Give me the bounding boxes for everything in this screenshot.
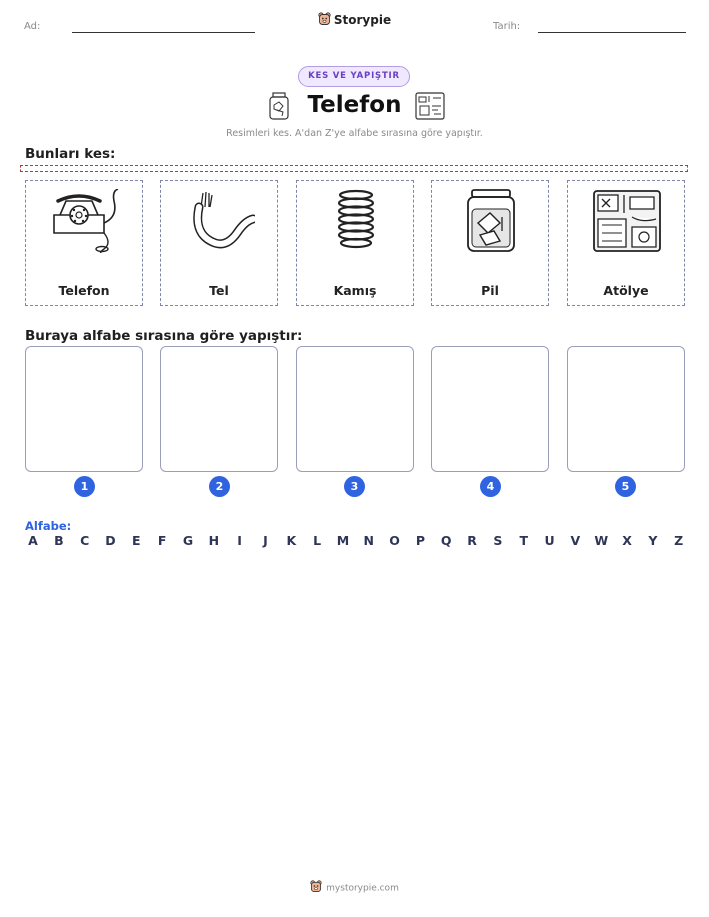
slot-number-badge: 2 xyxy=(209,476,230,497)
cut-line xyxy=(20,165,688,172)
slot-number-badge: 5 xyxy=(615,476,636,497)
alphabet-letter: C xyxy=(80,533,90,548)
instructions-text: Resimleri kes. A'dan Z'ye alfabe sırasına göre yapıştır. xyxy=(226,128,483,139)
alphabet-letter: B xyxy=(54,533,64,548)
alphabet-letter: N xyxy=(363,533,374,548)
alphabet-letter: H xyxy=(208,533,220,548)
alphabet-letter: T xyxy=(519,533,528,548)
cut-card-label: Tel xyxy=(209,283,229,298)
date-label: Tarih: xyxy=(493,21,521,32)
slot-number-badge: 3 xyxy=(344,476,365,497)
cut-section-heading: Bunları kes: xyxy=(25,146,116,162)
cut-card-tel[interactable] xyxy=(160,180,278,306)
alphabet-letter: V xyxy=(570,533,581,548)
alphabet-title: Alfabe: xyxy=(25,519,72,533)
cut-card-telefon[interactable] xyxy=(25,180,143,306)
alphabet-letter: S xyxy=(493,533,503,548)
cut-card-atolye[interactable] xyxy=(567,180,685,306)
brand-logo xyxy=(0,12,709,29)
alphabet-letter: Q xyxy=(440,533,452,548)
paste-slot-4[interactable] xyxy=(431,346,549,472)
alphabet-letter: G xyxy=(182,533,194,548)
paste-slot-3[interactable] xyxy=(296,346,414,472)
cut-card-label: Pil xyxy=(481,283,499,298)
slot-number-badge: 1 xyxy=(74,476,95,497)
alphabet-letter: A xyxy=(28,533,38,548)
alphabet-letter: U xyxy=(544,533,555,548)
bear-logo-icon xyxy=(318,12,331,29)
alphabet-letter: P xyxy=(415,533,425,548)
spring-icon xyxy=(321,189,391,253)
alphabet-letter: L xyxy=(313,533,322,548)
alphabet-letter: X xyxy=(622,533,632,548)
cut-card-label: Atölye xyxy=(603,283,649,298)
bear-logo-icon xyxy=(310,880,322,896)
footer xyxy=(0,880,709,896)
alphabet-letter: E xyxy=(132,533,141,548)
alphabet-letter: K xyxy=(286,533,297,548)
cut-card-label: Kamış xyxy=(333,283,377,298)
paste-slot-2[interactable] xyxy=(160,346,278,472)
alphabet-letter: M xyxy=(336,533,350,548)
date-line[interactable] xyxy=(538,32,686,33)
page-title: Telefon xyxy=(307,92,402,118)
activity-badge: KES VE YAPIŞTIR xyxy=(298,66,410,87)
alphabet-row xyxy=(26,533,686,548)
slot-number-badge: 4 xyxy=(480,476,501,497)
name-line[interactable] xyxy=(72,32,255,33)
alphabet-letter: Z xyxy=(674,533,684,548)
alphabet-letter: D xyxy=(105,533,116,548)
telephone-icon xyxy=(50,189,120,253)
paste-section-heading: Buraya alfabe sırasına göre yapıştır: xyxy=(25,328,303,344)
cut-card-label: Telefon xyxy=(58,283,110,298)
workshop-small-icon xyxy=(415,92,445,124)
alphabet-letter: Y xyxy=(648,533,658,548)
cut-card-pil[interactable] xyxy=(431,180,549,306)
alphabet-letter: I xyxy=(237,533,242,548)
alphabet-letter: F xyxy=(157,533,167,548)
wire-icon xyxy=(185,189,255,253)
footer-link[interactable]: mystorypie.com xyxy=(326,883,399,894)
workshop-icon xyxy=(592,189,662,253)
alphabet-letter: O xyxy=(389,533,400,548)
cut-card-kamis[interactable] xyxy=(296,180,414,306)
alphabet-letter: J xyxy=(263,533,268,548)
paste-slot-5[interactable] xyxy=(567,346,685,472)
alphabet-letter: W xyxy=(594,533,609,548)
name-label: Ad: xyxy=(24,21,41,32)
battery-jar-icon xyxy=(456,189,526,253)
brand-name: Storypie xyxy=(333,13,392,27)
paste-slot-1[interactable] xyxy=(25,346,143,472)
alphabet-letter: R xyxy=(467,533,477,548)
